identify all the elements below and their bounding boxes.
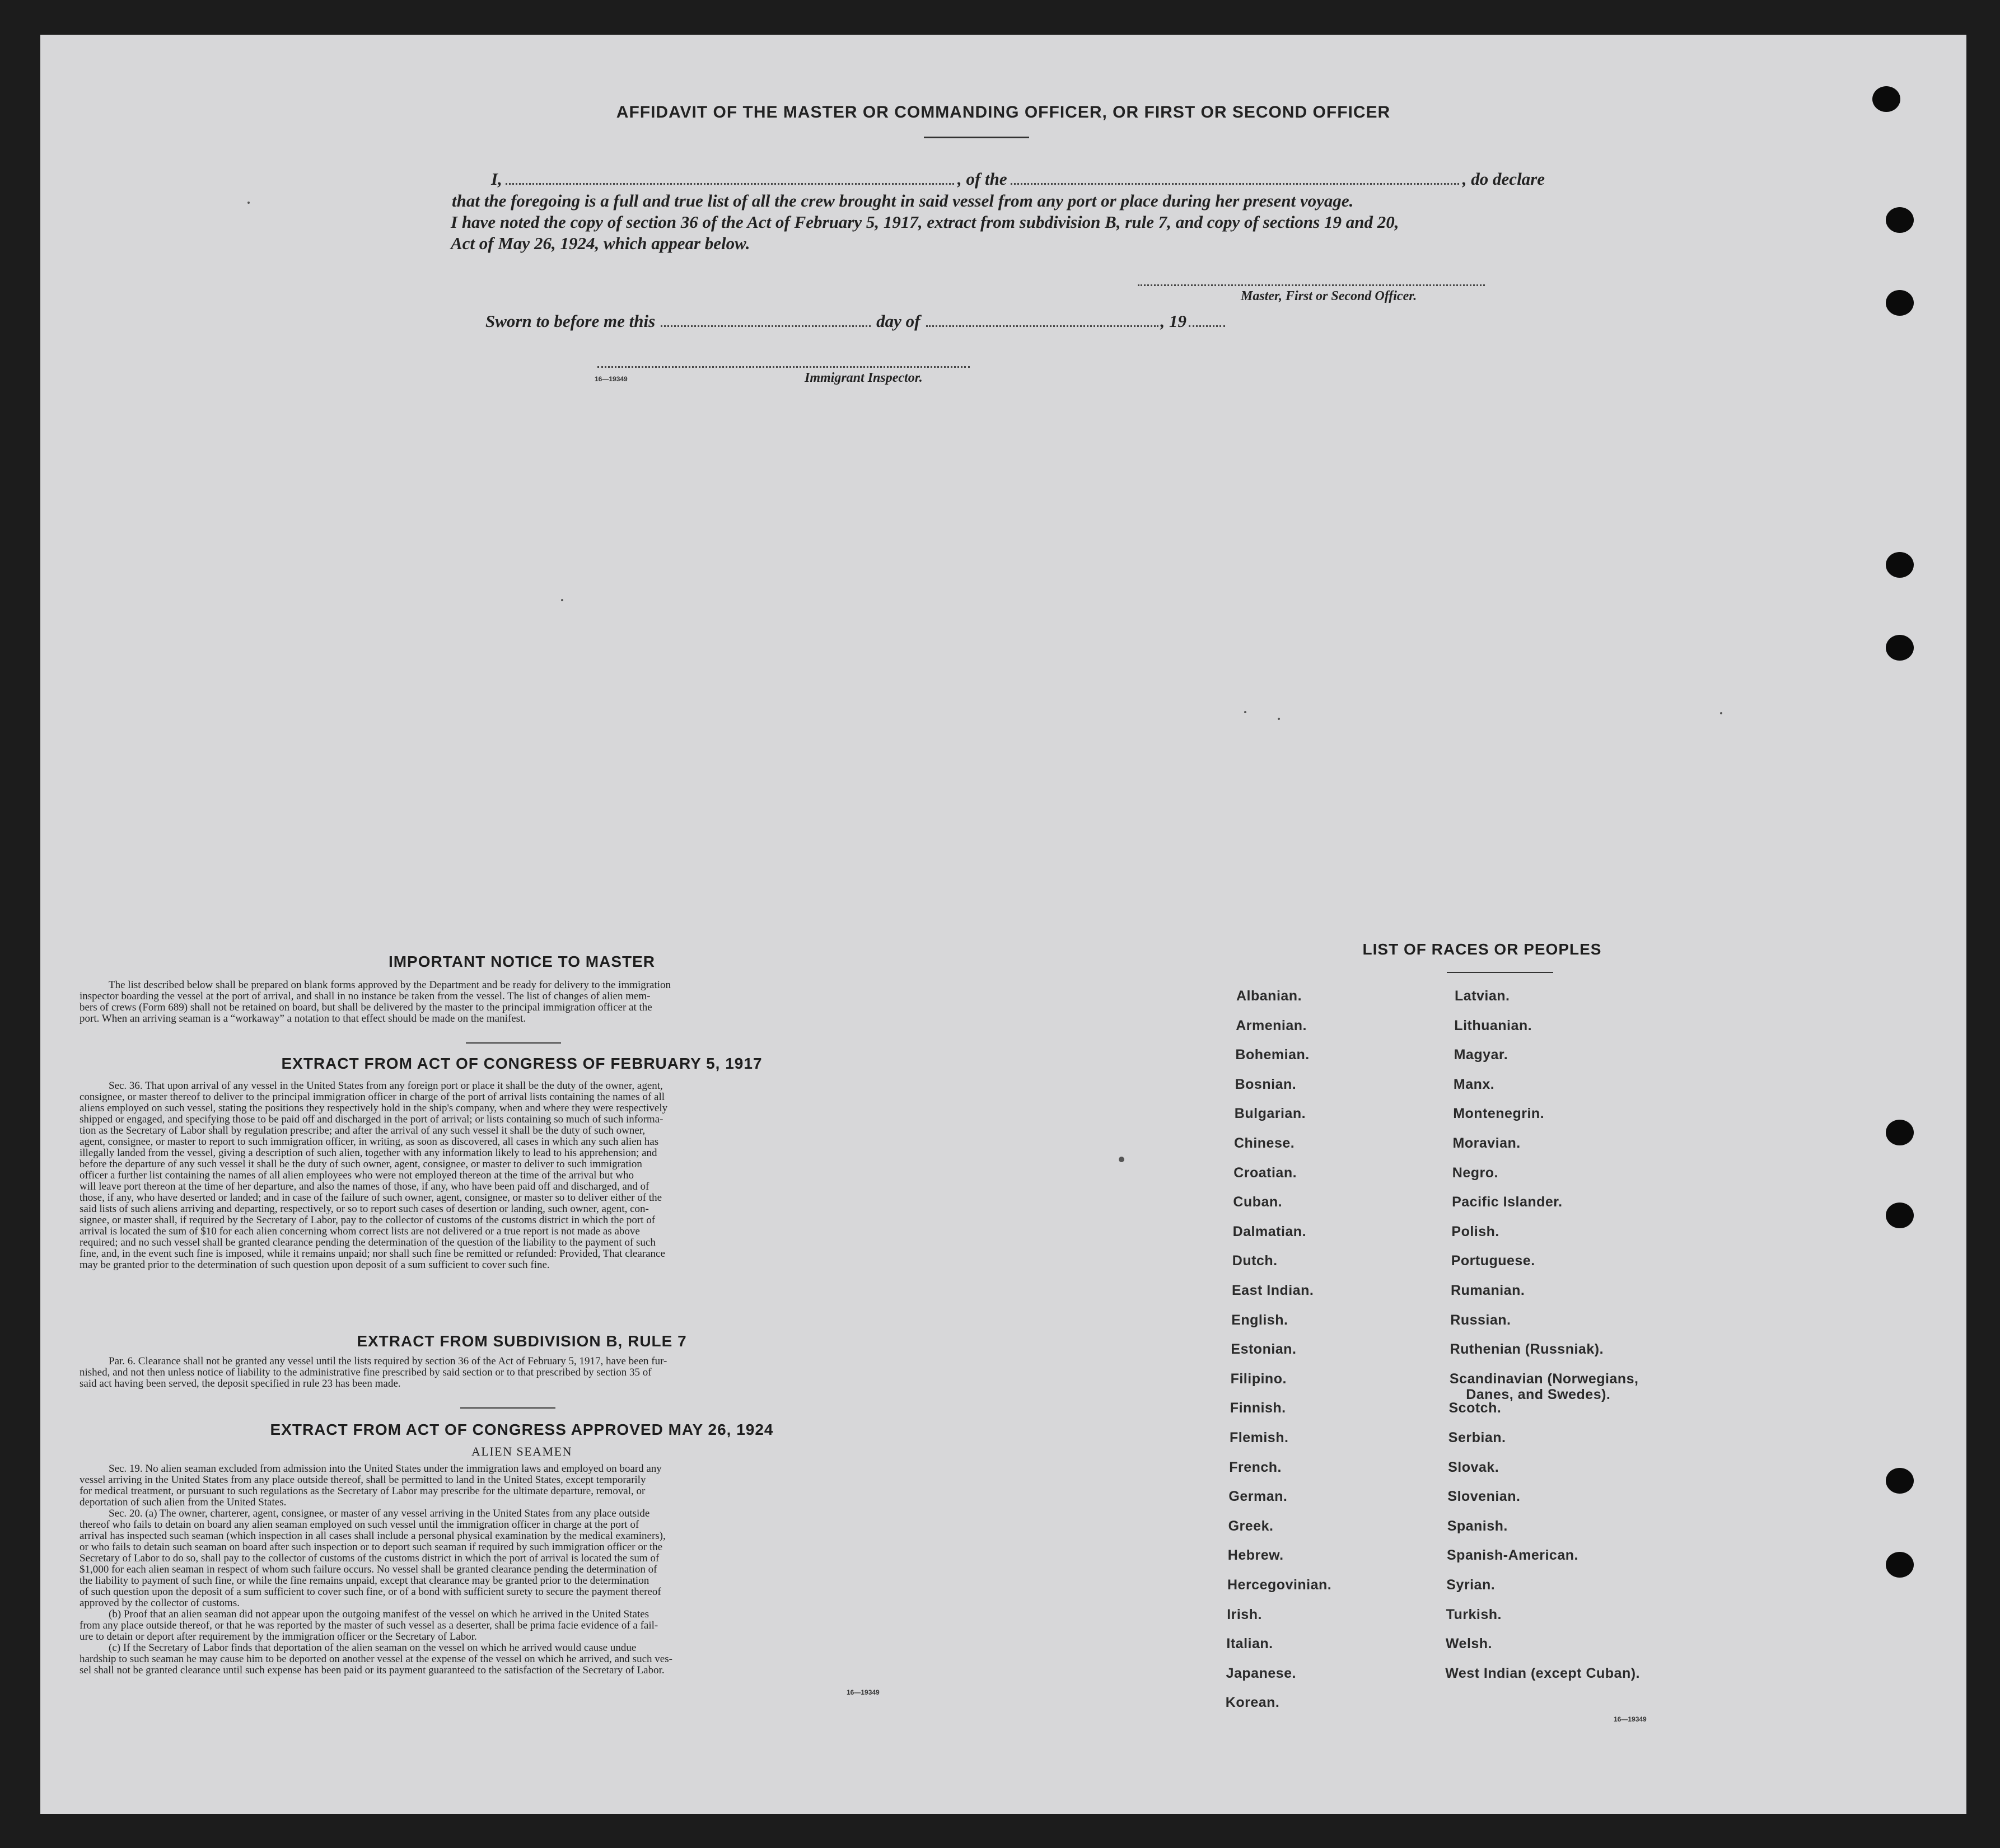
text-line: may be granted prior to the determination of such question upon deposit of a sum sufficient to cover such fine. — [80, 1259, 550, 1271]
master-signature-label: Master, First or Second Officer. — [1241, 289, 1417, 303]
race-item: Hercegovinian. — [1227, 1577, 1332, 1593]
race-item: Magyar. — [1454, 1047, 1508, 1063]
inspector-label: Immigrant Inspector. — [805, 371, 923, 385]
text-line: before the departure of any such vessel it shall be the duty of such owner, agent, consignee, or master to deliver to such immigration — [80, 1158, 642, 1170]
i-label: I, — [491, 169, 502, 189]
sworn-line — [485, 309, 1303, 331]
text-line: said act having been served, the deposit specified in rule 23 has been made. — [80, 1378, 401, 1389]
races-title: LIST OF RACES OR PEOPLES — [1362, 941, 1602, 958]
divider — [466, 1042, 561, 1044]
race-item: Scotch. — [1448, 1400, 1502, 1416]
text-line: (c) If the Secretary of Labor finds that deportation of the alien seaman on the vessel on which he arrived would cause undue — [109, 1642, 637, 1654]
notice-line: port. When an arriving seaman is a “workaway” a notation to that effect should be made on the manifest. — [80, 1013, 526, 1024]
title-underline — [924, 137, 1029, 138]
declaration-line-2: I have noted the copy of section 36 of the Act of February 5, 1917, extract from subdivision B, rule 7, and copy of sections 19 and 20, — [451, 212, 1399, 232]
race-item: Rumanian. — [1451, 1283, 1525, 1298]
notice-line: inspector boarding the vessel at the port of arrival, and shall in no instance be taken from the vessel. The list of changes of alien mem- — [80, 990, 651, 1002]
speck — [1244, 711, 1246, 713]
race-item: Ruthenian (Russniak). — [1450, 1341, 1604, 1358]
race-item: Serbian. — [1448, 1430, 1506, 1445]
race-item: Syrian. — [1446, 1577, 1496, 1593]
race-item: Spanish. — [1447, 1518, 1508, 1534]
notice-line: The list described below shall be prepared on blank forms approved by the Department and be ready for delivery to the immigration — [109, 979, 671, 991]
race-item: Dutch. — [1232, 1253, 1278, 1269]
race-item: Dalmatian. — [1232, 1223, 1307, 1239]
punch-hole — [1886, 552, 1914, 578]
race-item: Scandinavian (Norwegians, — [1449, 1370, 1639, 1387]
race-item: Lithuanian. — [1454, 1017, 1532, 1033]
text-line: ure to detain or deport after requirement by the immigration officer or the Secretary of Labor. — [80, 1631, 477, 1643]
text-line: nished, and not then unless notice of liability to the administrative fine prescribed by said section or to that prescribed by section 35 of — [80, 1367, 652, 1378]
text-line: from any place outside thereof, or that he was reported by the master of such vessel as a deserter, shall be prima facie evidence of a fail- — [80, 1620, 658, 1631]
do-declare-label: , do declare — [1462, 169, 1545, 189]
text-line: sel shall not be granted clearance until such expense has been paid or its payment guaranteed to the satisfaction of the Secretary of Labor. — [80, 1664, 665, 1676]
divider — [460, 1407, 555, 1409]
speck — [1720, 712, 1722, 714]
punch-hole — [1886, 635, 1914, 661]
race-item: Bulgarian. — [1234, 1106, 1306, 1122]
race-item: Pacific Islander. — [1452, 1194, 1563, 1210]
race-item: Estonian. — [1231, 1341, 1297, 1358]
punch-hole — [1886, 1120, 1914, 1145]
punch-hole — [1886, 1552, 1914, 1578]
speck — [561, 599, 563, 601]
race-item: Korean. — [1225, 1695, 1280, 1711]
affidavit-title: AFFIDAVIT OF THE MASTER OR COMMANDING OFFICER, OR FIRST OR SECOND OFFICER — [616, 103, 1391, 121]
text-line: Secretary of Labor to do so, shall pay to the collector of customs of the customs district in which the port of arrival is located the sum of — [80, 1552, 660, 1564]
punch-hole — [1886, 290, 1914, 316]
text-line: fine, and, in the event such fine is imposed, while it remains unpaid; nor shall such fine be remitted or refunded: Provided, That clearance — [80, 1248, 665, 1260]
text-line: those, if any, who have deserted or landed; and in case of the failure of such owner, agent, consignee, or master so to deliver either of the — [80, 1192, 662, 1204]
text-line: signee, or master shall, if required by the Secretary of Labor, pay to the collector of customs of the customs district in which the port of — [80, 1214, 656, 1226]
notice-line: bers of crews (Form 689) shall not be retained on board, but shall be delivered by the master to the principal immigration officer at the — [80, 1002, 652, 1013]
sworn-year-field[interactable] — [1189, 325, 1225, 327]
extract-1917-title: EXTRACT FROM ACT OF CONGRESS OF FEBRUARY 5, 1917 — [281, 1055, 763, 1072]
text-line: deportation of such alien from the United States. — [80, 1496, 287, 1508]
text-line: arrival has inspected such seaman (which inspection in all cases shall include a personal physical examination by the medical examiners), — [80, 1530, 666, 1542]
speck — [1278, 718, 1280, 720]
extract-1924-text — [80, 1463, 953, 1676]
race-item: Portuguese. — [1451, 1253, 1535, 1269]
extract-1917-text — [80, 1080, 953, 1271]
sworn-label: Sworn to before me this — [485, 311, 656, 331]
race-item: Cuban. — [1233, 1194, 1283, 1210]
notice-title: IMPORTANT NOTICE TO MASTER — [388, 953, 656, 970]
text-line: for medical treatment, or pursuant to such regulations as the Secretary of Labor may prescribe for the ultimate departure, removal, or — [80, 1485, 646, 1497]
master-signature-field[interactable] — [1138, 284, 1485, 286]
text-line: Sec. 20. (a) The owner, charterer, agent, consignee, or master of any vessel arriving in the United States from any place outside — [109, 1508, 650, 1519]
text-line: required; and no such vessel shall be granted clearance pending the determination of the question of the liability to the payment of such — [80, 1237, 656, 1248]
race-item: Chinese. — [1234, 1135, 1295, 1151]
notice-text — [80, 980, 953, 1024]
extract-1924-title: EXTRACT FROM ACT OF CONGRESS APPROVED MAY 26, 1924 — [270, 1421, 774, 1438]
race-item: Bohemian. — [1235, 1047, 1310, 1063]
declarant-line — [491, 167, 1545, 189]
form-code: 16—19349 — [595, 375, 628, 383]
extract-rule7-text — [80, 1356, 953, 1389]
form-code: 16—19349 — [847, 1688, 880, 1696]
race-item: Negro. — [1452, 1164, 1498, 1181]
speck — [1119, 1157, 1124, 1162]
text-line: approved by the collector of customs. — [80, 1597, 240, 1609]
text-line: the liability to payment of such fine, or while the fine remains unpaid, except that clearance may be granted prior to the determination — [80, 1575, 649, 1587]
race-item: Moravian. — [1452, 1135, 1521, 1151]
text-line: agent, consignee, or master to report to such immigration officer, in writing, as soon as discovered, all cases in which any such alien has — [80, 1136, 659, 1148]
race-item: Bosnian. — [1235, 1076, 1297, 1092]
extract-rule7-title: EXTRACT FROM SUBDIVISION B, RULE 7 — [357, 1332, 687, 1350]
text-line: thereof who fails to detain on board any alien seaman employed on such vessel until the immigration officer in charge at the port of — [80, 1519, 639, 1531]
race-item: Hebrew. — [1227, 1547, 1284, 1564]
text-line: shipped or engaged, and specifying those to be paid off and discharged in the port of arrival; or lists containing so much of such informa- — [80, 1114, 663, 1125]
race-item: Japanese. — [1226, 1665, 1297, 1681]
race-item: Welsh. — [1445, 1636, 1493, 1652]
vessel-name-field[interactable] — [1011, 183, 1459, 185]
race-item: English. — [1231, 1312, 1288, 1328]
text-line: (b) Proof that an alien seaman did not appear upon the outgoing manifest of the vessel on which he arrived in the United States — [109, 1608, 649, 1620]
race-item: Slovak. — [1448, 1459, 1499, 1475]
race-item: Montenegrin. — [1453, 1106, 1545, 1122]
inspector-signature-field[interactable] — [597, 366, 970, 368]
text-line: vessel arriving in the United States from any place outside thereof, shall be permitted to land in the United States, except temporarily — [80, 1474, 646, 1486]
text-line: consignee, or master thereof to deliver to the principal immigration officer in charge of the port of arrival lists containing the names of all — [80, 1091, 665, 1103]
text-line: Par. 6. Clearance shall not be granted any vessel until the lists required by section 36 of the Act of February 5, 1917, have been fur- — [109, 1355, 667, 1367]
race-item: Irish. — [1227, 1606, 1262, 1622]
alien-seamen-subtitle: ALIEN SEAMEN — [471, 1444, 572, 1458]
race-item: Spanish-American. — [1447, 1547, 1578, 1564]
punch-hole — [1886, 1203, 1914, 1228]
race-item: Greek. — [1228, 1518, 1274, 1534]
race-item: Polish. — [1451, 1223, 1499, 1239]
sworn-month-field[interactable] — [926, 325, 1158, 327]
race-item: Finnish. — [1230, 1400, 1286, 1416]
race-item: Turkish. — [1446, 1606, 1502, 1622]
text-line: will leave port thereon at the time of her departure, and also the names of those, if any, who have been paid off and discharged, and of — [80, 1181, 649, 1192]
text-line: officer a further list containing the names of all alien employees who were not employed thereon at the time of the arrival but who — [80, 1169, 634, 1181]
race-item: Albanian. — [1236, 988, 1302, 1004]
text-line: tion as the Secretary of Labor shall by regulation prescribe; and after the arrival of any such vessel it shall be the duty of such owner, — [80, 1125, 646, 1136]
race-item: Filipino. — [1230, 1370, 1287, 1387]
declaration-line-3: Act of May 26, 1924, which appear below. — [451, 233, 750, 253]
text-line: hardship to such seaman he may cause him to be deported on another vessel at the expense of the vessel on which he arrived, and such ves- — [80, 1653, 672, 1665]
text-line: aliens employed on such vessel, stating the positions they respectively hold in the ship's company, when and where they were respectively — [80, 1102, 668, 1114]
text-line: of such question upon the deposit of a sum sufficient to cover such fine, or of a bond with sufficient surety to secure the payment thereof — [80, 1586, 661, 1598]
race-item: East Indian. — [1232, 1283, 1314, 1298]
race-item: Latvian. — [1455, 988, 1510, 1004]
day-of-label: day of — [876, 311, 920, 331]
text-line: $1,000 for each alien seaman in respect of whom such failure occurs. No vessel shall be granted clearance pending the determination of — [80, 1564, 657, 1575]
race-item: Danes, and Swedes). — [1466, 1386, 1611, 1402]
divider — [1447, 972, 1553, 973]
declarant-name-field[interactable] — [506, 183, 954, 185]
race-item: Flemish. — [1230, 1430, 1289, 1445]
race-item: Manx. — [1453, 1076, 1495, 1092]
punch-hole — [1886, 1468, 1914, 1494]
race-item: Croatian. — [1233, 1164, 1297, 1181]
sworn-day-field[interactable] — [661, 325, 871, 327]
race-item: Russian. — [1450, 1312, 1511, 1328]
text-line: arrival is located the sum of $10 for each alien concerning whom correct lists are not delivered or a true report is not made as above — [80, 1225, 640, 1237]
year-label: , 19 — [1160, 311, 1186, 331]
text-line: Sec. 36. That upon arrival of any vessel in the United States from any foreign port or place it shall be the duty of the owner, agent, — [109, 1080, 663, 1092]
text-line: or who fails to detain such seaman on board after such inspection or to deport such seaman if required by such immigration officer or the — [80, 1541, 663, 1553]
text-line: Sec. 19. No alien seaman excluded from admission into the United States under the immigration laws and employed on board any — [109, 1463, 662, 1475]
race-item: Armenian. — [1236, 1017, 1307, 1033]
of-the-label: , of the — [957, 169, 1007, 189]
race-item: German. — [1228, 1489, 1288, 1505]
punch-hole — [1886, 207, 1914, 233]
race-item: Italian. — [1226, 1636, 1273, 1652]
race-item: French. — [1229, 1459, 1282, 1475]
text-line: illegally landed from the vessel, giving a description of such alien, together with any information likely to lead to his apprehension; and — [80, 1147, 657, 1159]
race-item: West Indian (except Cuban). — [1445, 1665, 1640, 1681]
declaration-line-1: that the foregoing is a full and true list of all the crew brought in said vessel from any port or place during her present voyage. — [452, 191, 1354, 210]
speck — [247, 202, 250, 204]
text-line: said lists of such aliens arriving and departing, respectively, or so to report such cases of desertion or landing, such owner, agent, con- — [80, 1203, 649, 1215]
form-code: 16—19349 — [1614, 1715, 1647, 1723]
race-item: Slovenian. — [1447, 1489, 1521, 1505]
manifest-reverse-page — [40, 35, 1966, 1814]
